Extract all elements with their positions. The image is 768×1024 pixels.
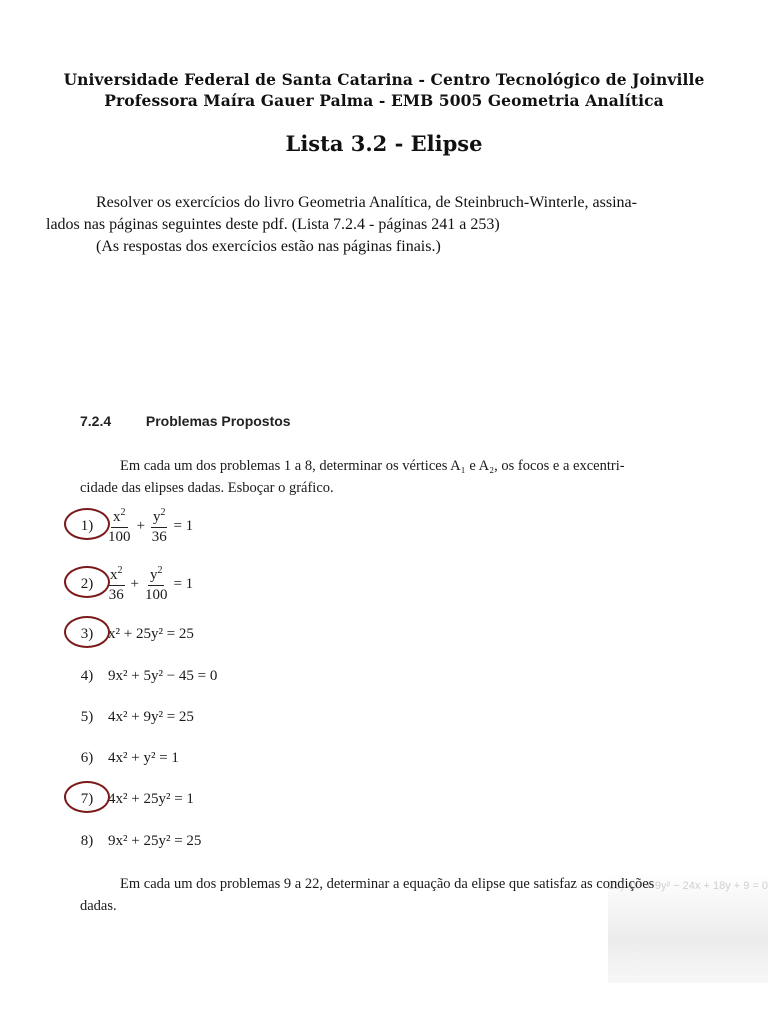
problem-label: 5) [80,708,94,725]
problem-label: 8) [80,832,94,849]
fraction: $\frac{x^2}{100}$ [108,506,131,545]
paragraph-line-1: Em cada um dos problemas 9 a 22, determinar a equação da elipse que satisfaz as condições [120,876,655,892]
paragraph-line-2: cidade das elipses dadas. Esboçar o gráfico. [80,480,334,496]
problem-label: 2) [80,575,94,592]
problem-equation: 9x² + 5y² − 45 = 0 [108,667,218,684]
section-title: Problemas Propostos [145,413,291,429]
problem-equation: 4x² + 9y² = 25 [108,708,194,725]
paragraph-line-2: dadas. [80,898,117,914]
problem-label: 7) [80,790,94,807]
problem-equation: 4x² + y² = 1 [108,749,179,766]
problem-label: 3) [80,625,94,642]
problem-item-7 [66,779,194,819]
intro-line-2: lados nas páginas seguintes deste pdf. (Lista 7.2.4 - páginas 241 a 253) [46,216,500,233]
problem-label: 6) [80,749,94,766]
circle-mark [64,566,110,598]
problem-equation: 9x² + 25y² = 25 [108,832,202,849]
problem-item-1 [66,506,193,546]
problem-equation: $\frac{x^2}{100}$ + $\frac{y^2}{36}$ = 1 [108,506,194,545]
section-number: 7.2.4 [80,413,112,429]
intro-line-1: Resolver os exercícios do livro Geometria Analítica, de Steinbruch-Winterle, assina- [96,194,637,211]
intro-line-3: (As respostas dos exercícios estão nas páginas finais.) [96,238,441,255]
problem-label: 4) [80,667,94,684]
fraction: $\frac{x^2}{36}$ [108,564,124,603]
fraction: $\frac{y^2}{36}$ [151,506,167,545]
problem-item-6 [66,738,179,778]
header-professor: Professora Maíra Gauer Palma - EMB 5005 Geometria Analítica [104,91,664,110]
intro-text [46,192,726,258]
problem-item-3 [66,614,194,654]
circle-mark [64,508,110,540]
problem-item-2 [66,564,193,604]
problem-label: 1) [80,517,94,534]
book-scan [0,395,768,1024]
circle-mark [64,616,110,648]
header-institution: Universidade Federal de Santa Catarina - Centro Tecnológico de Joinville [63,70,705,89]
problem-item-4 [66,656,217,696]
section-heading [80,413,291,429]
problem-equation: $\frac{x^2}{36}$ + $\frac{y^2}{100}$ = 1 [108,564,194,603]
bleed-through-text: 25) 4x² + 9y² − 24x + 18y + 9 = 0 [608,880,768,892]
conditions-paragraph [80,873,750,917]
problem-equation: 4x² + 25y² = 1 [108,790,194,807]
problem-item-8 [66,821,201,861]
problems-intro-paragraph [80,455,750,499]
fraction: $\frac{y^2}{100}$ [144,564,168,603]
circle-mark [64,781,110,813]
page-title: Lista 3.2 - Elipse [285,131,483,156]
paragraph-line-1: Em cada um dos problemas 1 a 8, determinar os vértices A₁ e A₂, os focos e a excentri- [120,458,625,474]
problem-item-5 [66,697,194,737]
problem-equation: x² + 25y² = 25 [108,625,194,642]
